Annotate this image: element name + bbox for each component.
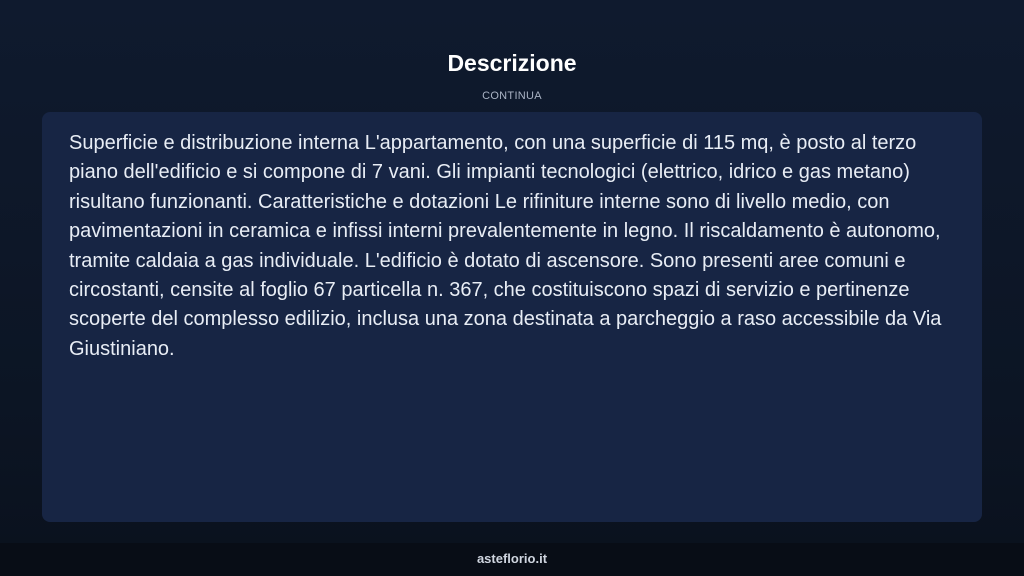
description-text: Superficie e distribuzione interna L'appartamento, con una superficie di 115 mq, è posto al terzo piano dell'edificio e si compone di 7 vani. Gli impianti tecnologici (elettrico, idrico e gas metano) risultano funzionanti. Caratteristiche e dotazioni Le rifiniture interne sono di livello medio, con pavimentazioni in ceramica e infissi interni prevalentemente in legno. Il riscaldamento è autonomo, tramite caldaia a gas individuale. L'edificio è dotato di ascensore. Sono presenti aree comuni e circostanti, censite al foglio 67 particella n. 367, che costituiscono spazi di servizio e pertinenze scoperte del complesso edilizio, inclusa una zona destinata a parcheggio a raso accessibile da Via Giustiniano. — [69, 132, 942, 360]
page-title: Descrizione — [447, 50, 577, 76]
continue-link[interactable]: CONTINUA — [482, 90, 542, 102]
description-card — [42, 112, 982, 522]
footer-brand: asteflorio.it — [0, 543, 1024, 576]
